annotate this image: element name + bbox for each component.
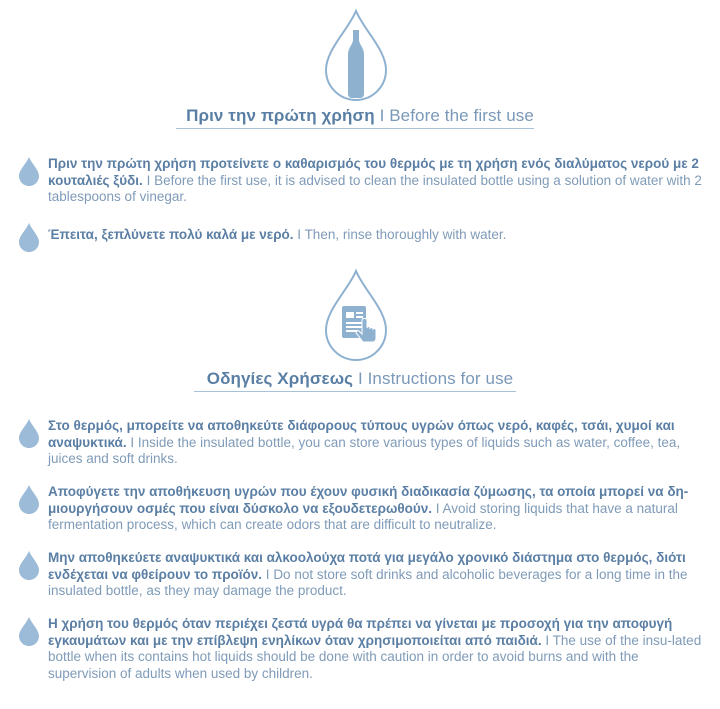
list-item-text: Έπειτα, ξεπλύνετε πολύ καλά με νερό. I Then, rinse thoroughly with water. <box>48 227 507 242</box>
drop-bullet-icon <box>18 550 40 580</box>
section2-heading <box>0 369 720 389</box>
list-item <box>18 550 708 600</box>
section1-title-en: Before the first use <box>389 106 534 125</box>
drop-bullet-icon <box>18 616 40 646</box>
section1-underline <box>176 128 534 129</box>
section1-separator: I <box>379 106 385 125</box>
bottle-drop-icon <box>320 8 392 104</box>
section2-title-gr: Οδηγίες Χρήσεως <box>206 369 354 388</box>
list-item <box>18 616 708 682</box>
instructions-drop-icon <box>320 268 392 364</box>
section2-underline <box>194 391 516 392</box>
section1-heading <box>0 106 720 126</box>
list-item-text: Αποφύγετε την αποθήκευση υγρών που έχουν φυσική διαδικασία ζύμωσης, τα οποία μπορεί να δη-μιουργήσουν οσμές που είναι δύσκολο να εξουδετερωθούν. I Avoid storing liquids that have a natural fermentation process, which can create odors that are difficult to neutralize. <box>48 484 689 532</box>
drop-bullet-icon <box>18 222 40 252</box>
section1-title-gr: Πριν την πρώτη χρήση <box>186 106 375 125</box>
list-item <box>18 484 708 534</box>
list-item-text: Πριν την πρώτη χρήση προτείνετε ο καθαρισμός του θερμός με τη χρήση ενός διαλύματος νερού με 2 κουταλιές ξύδι. I Before the first use, it is advised to clean the insulated bottle using a solution of water with 2 tablespoons of vinegar. <box>48 156 702 204</box>
list-item-text: Στο θερμός, μπορείτε να αποθηκεύτε διάφορους τύπους υγρών όπως νερό, καφές, τσάι, χυμοί και αναψυκτικά. I Inside the insulated bottle, you can store various types of liquids such as water, coffee, tea, juices and soft drinks. <box>48 418 681 466</box>
list-item <box>18 222 708 244</box>
drop-bullet-icon <box>18 484 40 514</box>
list-item <box>18 156 708 206</box>
section2-separator: I <box>357 369 363 388</box>
list-item <box>18 418 708 468</box>
section2-title-en: Instructions for use <box>367 369 514 388</box>
drop-bullet-icon <box>18 418 40 448</box>
list-item-text: Η χρήση του θερμός όταν περιέχει ζεστά υγρά θα πρέπει να γίνεται με προσοχή για την αποφυγή εγκαυμάτων και με την επίβλεψη ενηλίκων όταν χρησιμοποιείται από παιδιά. I The use of the insu-lated bottle when its contains hot liquids should be done with caution in order to avoid burns and with the supervision of adults when used by children. <box>48 616 702 681</box>
drop-bullet-icon <box>18 156 40 186</box>
list-item-text: Μην αποθηκεύετε αναψυκτικά και αλκοολούχα ποτά για μεγάλο χρονικό διάστημα στο θερμός, διότι ενδέχεται να φθείρουν το προϊόν. I Do not store soft drinks and alcoholic beverages for a long time in the insulated bottle, as they may damage the product. <box>48 550 688 598</box>
